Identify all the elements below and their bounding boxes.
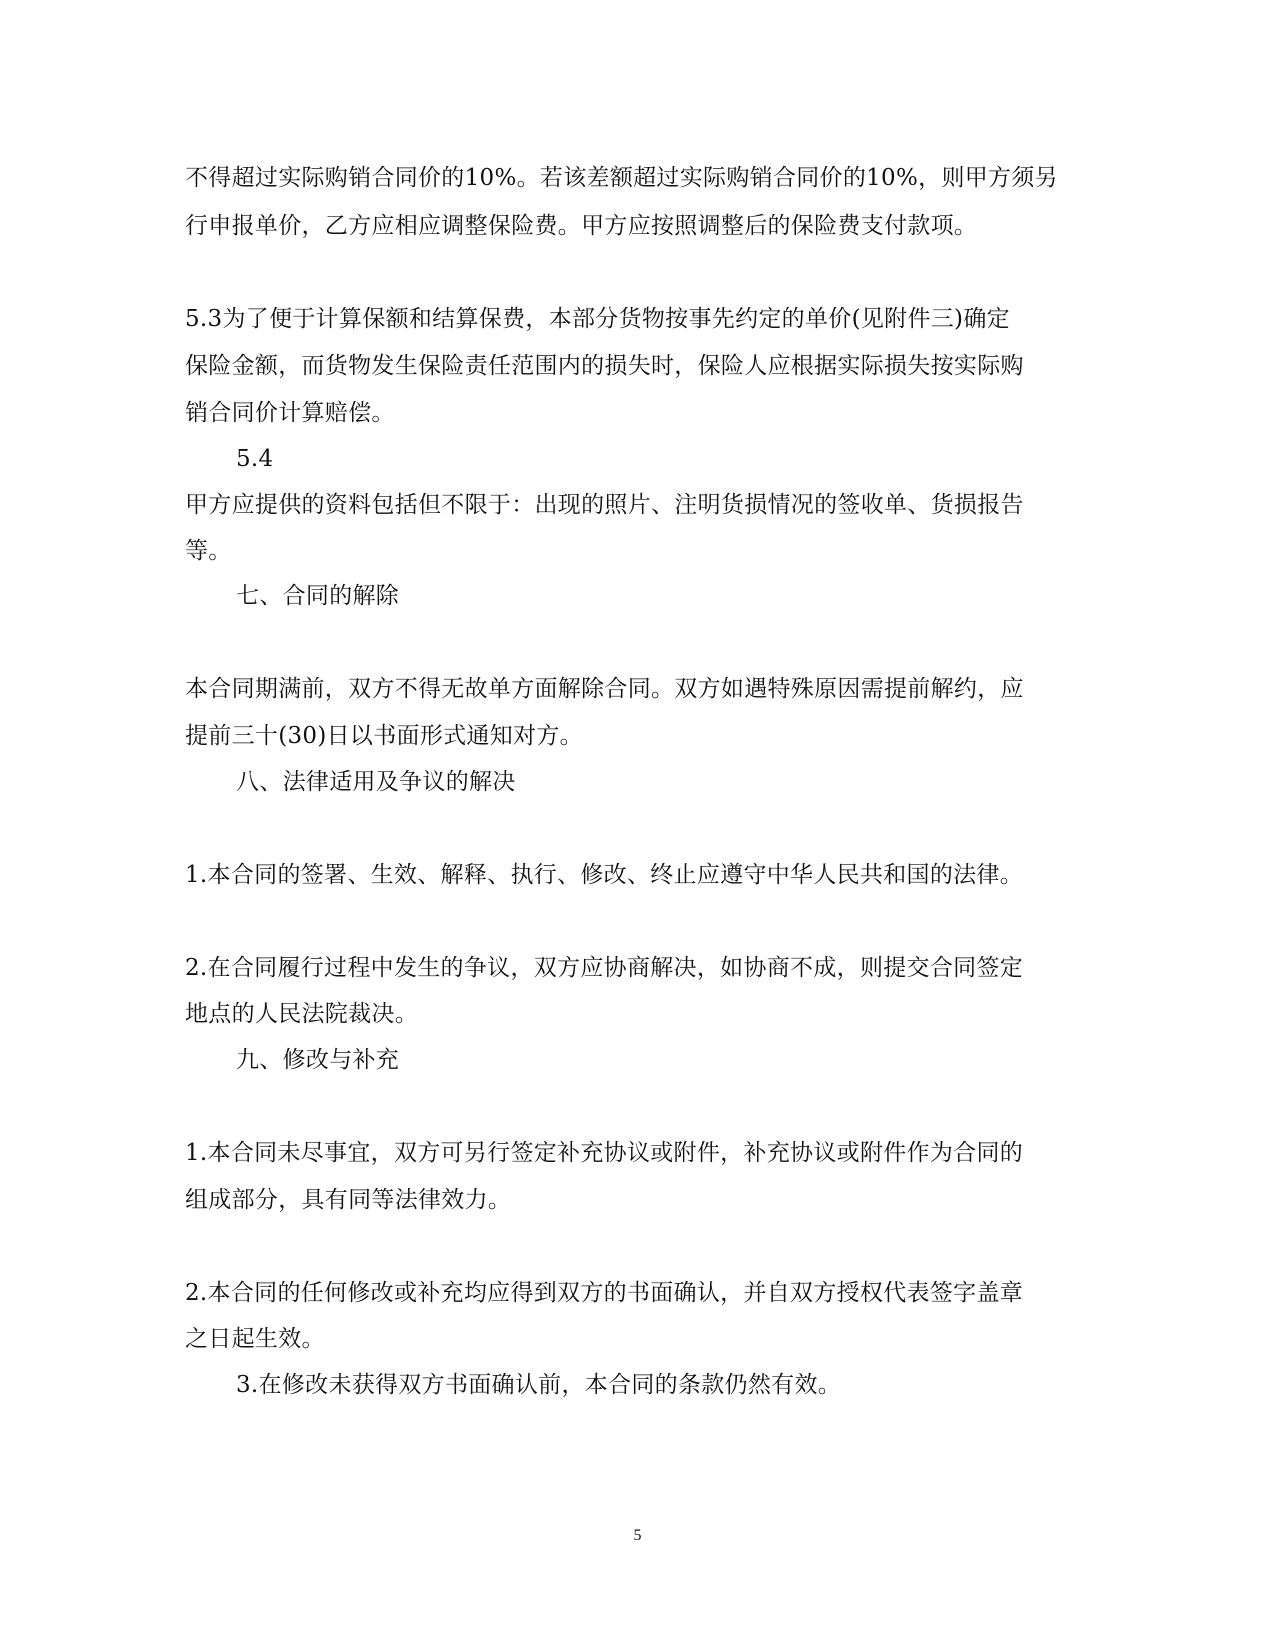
section-heading: 七、合同的解除 (236, 583, 400, 609)
section-number: 5.4 (236, 446, 274, 472)
body-text-line: 保险金额，而货物发生保险责任范围内的损失时，保险人应根据实际损失按实际购 (185, 353, 1024, 379)
body-text-line: 2.在合同履行过程中发生的争议，双方应协商解决，如协商不成，则提交合同签定 (185, 955, 1024, 981)
section-heading: 九、修改与补充 (236, 1047, 400, 1073)
body-text-line: 等。 (185, 538, 232, 564)
body-text-line: 1.本合同未尽事宜，双方可另行签定补充协议或附件，补充协议或附件作为合同的 (185, 1140, 1024, 1166)
body-text-line: 甲方应提供的资料包括但不限于：出现的照片、注明货损情况的签收单、货损报告 (185, 492, 1024, 518)
section-heading: 八、法律适用及争议的解决 (236, 769, 516, 795)
body-text-line: 地点的人民法院裁决。 (185, 1001, 418, 1027)
page-number: 5 (633, 1527, 642, 1544)
body-text-line: 行申报单价，乙方应相应调整保险费。甲方应按照调整后的保险费支付款项。 (185, 213, 978, 239)
body-text-line: 1.本合同的签署、生效、解释、执行、修改、终止应遵守中华人民共和国的法律。 (185, 862, 1024, 888)
body-text-line: 组成部分，具有同等法律效力。 (185, 1187, 512, 1213)
body-text-line: 提前三十(30)日以书面形式通知对方。 (185, 723, 583, 749)
body-text-line: 销合同价计算赔偿。 (185, 400, 395, 426)
body-text-line: 2.本合同的任何修改或补充均应得到双方的书面确认，并自双方授权代表签字盖章 (185, 1280, 1024, 1306)
body-text-line: 不得超过实际购销合同价的10%。若该差额超过实际购销合同价的10%，则甲方须另 (185, 165, 1058, 191)
body-text-line: 本合同期满前，双方不得无故单方面解除合同。双方如遇特殊原因需提前解约，应 (185, 676, 1024, 702)
body-text-line: 5.3为了便于计算保额和结算保费，本部分货物按事先约定的单价(见附件三)确定 (185, 306, 1010, 332)
body-text-line: 3.在修改未获得双方书面确认前，本合同的条款仍然有效。 (236, 1372, 842, 1398)
body-text-line: 之日起生效。 (185, 1326, 325, 1352)
